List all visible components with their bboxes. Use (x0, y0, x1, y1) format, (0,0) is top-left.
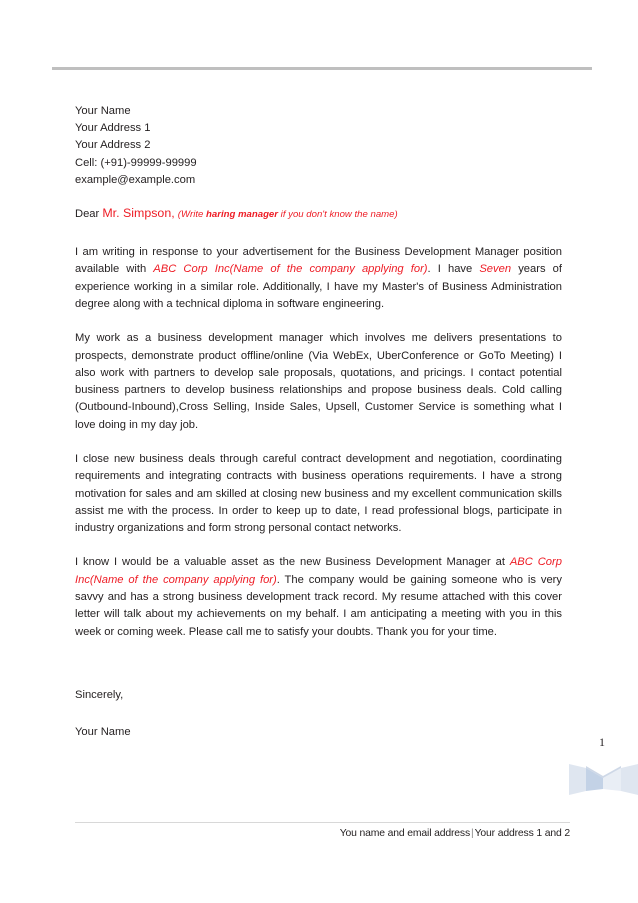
ribbon-decoration-icon (569, 757, 638, 801)
sender-address-1: Your Address 1 (75, 122, 151, 135)
salutation-line (75, 205, 562, 223)
footer-left-text: You name and email address (339, 828, 471, 839)
footer-text (75, 826, 570, 842)
paragraph-2: My work as a business development manager which involves me delivers presentations to prospects, demonstrate product offline/online (Via WebEx, UberConference or GoTo Meeting) I also work with partners to develop sale proposals, quotations, and pricings. I contact potential business partners to develop business relationships and propose business deals. Cold calling (Outbound-Inbound),Cross Selling, Inside Sales, Upsell, Customer Service is something what I love doing in my day job. (75, 332, 562, 431)
closing-sign-off: Sincerely, (75, 688, 124, 701)
page-number: 1 (599, 735, 605, 749)
sender-name: Your Name (75, 105, 131, 117)
paragraph-4-part-2: . The company would be gaining someone who is very savvy and has a strong business development track record. My resume attached with this cover letter will talk about my achievements on my behalf. I am anticipating a meeting with you in this week or coming week. Please call me to satisfy your doubts. Thank you for your time. (75, 573, 562, 638)
sender-email: example@example.com (75, 173, 196, 186)
salutation-hint (178, 209, 398, 220)
footer-right-text: Your address 1 and 2 (474, 828, 570, 839)
salutation-hint-prefix: (Write (177, 209, 207, 221)
closing-block (75, 687, 562, 742)
paragraph-3: I close new business deals through careful contract development and negotiation, coordinating requirements and integrating contracts with business operations requirements. I have a strong motivation for sales and am skilled at closing new business and my excellent communication skills assist me with the process. In order to keep up to date, I read professional blogs, participate in industry organizations and form strong personal contact networks. (75, 452, 562, 535)
paragraph-1-part-1: I am writing in response to your advertisement for the Business Development Manager position available with (75, 246, 562, 276)
paragraph-1-part-3: years of experience working in a similar role. Additionally, I have my Master's of Business Administration degree along with a technical diploma in software engineering. (75, 263, 562, 310)
paragraph-4-company-placeholder: ABC Corp Inc(Name of the company applying for) (75, 556, 562, 586)
paragraph-1-part-2: . I have (427, 263, 480, 276)
salutation-dear: Dear (75, 208, 100, 221)
closing-signature-name: Your Name (75, 726, 131, 739)
sender-phone: Cell: (+91)-99999-99999 (75, 156, 197, 169)
footer-rule (75, 822, 570, 823)
sender-address-block (75, 103, 562, 189)
paragraph-1-company-placeholder: ABC Corp Inc(Name of the company applying for) (153, 263, 428, 276)
salutation-hint-bold: haring manager (206, 209, 279, 221)
sender-address-2: Your Address 2 (75, 139, 151, 152)
letter-body (75, 103, 562, 742)
header-rule (52, 67, 592, 70)
salutation-hint-suffix: if you don't know the name) (278, 209, 398, 221)
paragraph-4 (75, 554, 562, 640)
salutation-recipient: Mr. Simpson, (102, 206, 175, 221)
paragraph-4-part-1: I know I would be a valuable asset as the new Business Development Manager at (75, 556, 510, 569)
footer-separator: | (471, 828, 474, 839)
paragraph-1 (75, 244, 562, 313)
paragraph-1-years-placeholder: Seven (479, 263, 512, 276)
